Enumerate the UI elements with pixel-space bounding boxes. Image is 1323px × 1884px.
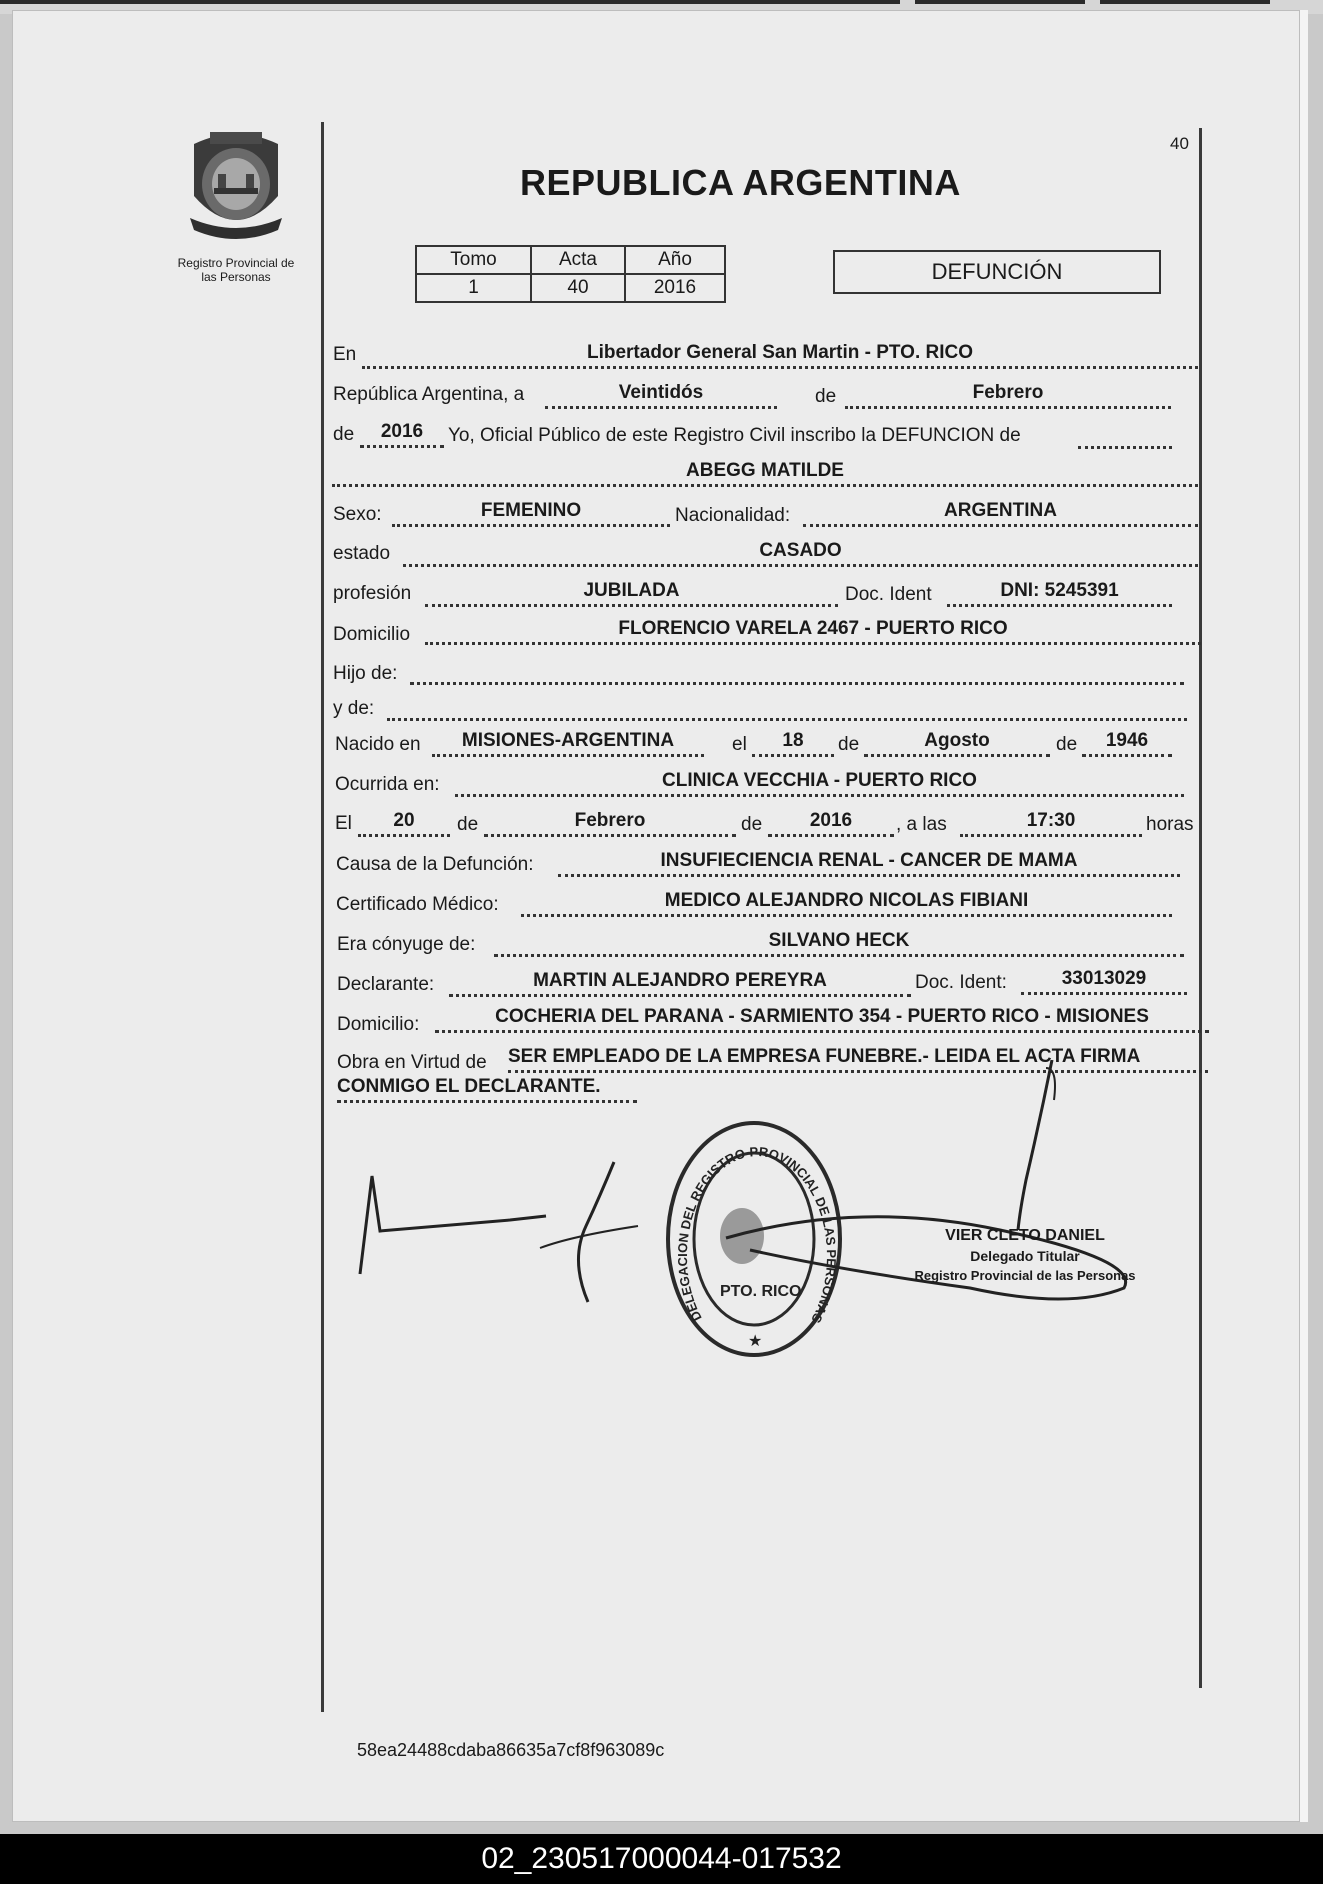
death-month-field: Febrero — [484, 810, 736, 837]
de5-label: de — [741, 814, 763, 835]
acta-value: 40 — [531, 274, 625, 302]
alas-label: , a las — [896, 814, 947, 835]
coat-of-arms-logo — [180, 126, 292, 242]
year-prefix-label: de — [333, 424, 355, 445]
domicilio2-field: COCHERIA DEL PARANA - SARMIENTO 354 - PUERTO RICO - MISIONES — [435, 1006, 1209, 1033]
domicilio-label: Domicilio — [333, 624, 411, 645]
profesion-field: JUBILADA — [425, 580, 838, 607]
certificado-label: Certificado Médico: — [336, 894, 499, 915]
svg-text:★: ★ — [748, 1333, 763, 1350]
en-field: Libertador General San Martin - PTO. RICO — [362, 342, 1198, 369]
hijo-de-label: Hijo de: — [333, 663, 398, 684]
anio-header: Año — [625, 246, 725, 274]
statement-text: Yo, Oficial Público de este Registro Civil inscribo la DEFUNCION de — [448, 425, 1021, 446]
el-label: el — [732, 734, 747, 755]
causa-field: INSUFIECIENCIA RENAL - CANCER DE MAMA — [558, 850, 1180, 877]
death-day-field: 20 — [358, 810, 450, 837]
stamp-line3: Registro Provincial de las Personas — [914, 1268, 1136, 1283]
death-year-field: 2016 — [768, 810, 894, 837]
registry-table — [415, 245, 726, 303]
birth-year-field: 1946 — [1082, 730, 1172, 757]
birth-day-field: 18 — [752, 730, 834, 757]
obra-label: Obra en Virtud de — [337, 1052, 487, 1073]
certificado-field: MEDICO ALEJANDRO NICOLAS FIBIANI — [521, 890, 1172, 917]
obra-field-line2: CONMIGO EL DECLARANTE. — [337, 1076, 637, 1103]
stamp-line1: VIER CLETO DANIEL — [945, 1227, 1105, 1244]
nacionalidad-label: Nacionalidad: — [675, 505, 791, 526]
ocurrida-label: Ocurrida en: — [335, 774, 440, 795]
deceased-name-field: ABEGG MATILDE — [332, 460, 1198, 487]
tomo-value: 1 — [416, 274, 531, 302]
right-margin-line — [1199, 128, 1202, 1688]
page-edge — [1300, 10, 1308, 1822]
de4-label: de — [457, 814, 479, 835]
y-de-label: y de: — [333, 698, 375, 719]
document-type-box: DEFUNCIÓN — [833, 250, 1161, 294]
doc-ident-label: Doc. Ident — [845, 584, 932, 605]
hijo-de-field — [410, 658, 1184, 685]
sexo-field: FEMENINO — [392, 500, 670, 527]
el2-label: El — [335, 813, 352, 834]
folio-number: 40 — [1170, 134, 1189, 153]
declarante-field: MARTIN ALEJANDRO PEREYRA — [449, 970, 911, 997]
stamp-line2: Delegado Titular — [970, 1248, 1080, 1264]
declarante-label: Declarante: — [337, 974, 435, 995]
page-title: REPUBLICA ARGENTINA — [520, 162, 961, 203]
seal-center-text: PTO. RICO — [720, 1283, 802, 1300]
conyuge-label: Era cónyuge de: — [337, 934, 476, 955]
doc2-field: 33013029 — [1021, 968, 1187, 995]
anio-value: 2016 — [625, 274, 725, 302]
doc-ident-field: DNI: 5245391 — [947, 580, 1172, 607]
image-caption: 02_230517000044-017532 — [0, 1834, 1323, 1884]
ocurrida-field: CLINICA VECCHIA - PUERTO RICO — [455, 770, 1184, 797]
left-margin-line — [321, 122, 324, 1712]
profesion-label: profesión — [333, 583, 412, 604]
causa-label: Causa de la Defunción: — [336, 854, 534, 875]
estado-field: CASADO — [403, 540, 1198, 567]
domicilio-field: FLORENCIO VARELA 2467 - PUERTO RICO — [425, 618, 1201, 645]
y-de-field — [387, 694, 1187, 721]
month-field: Febrero — [845, 382, 1171, 409]
domicilio2-label: Domicilio: — [337, 1014, 420, 1035]
nacionalidad-field: ARGENTINA — [803, 500, 1198, 527]
sexo-label: Sexo: — [333, 504, 382, 525]
obra-field-line1: SER EMPLEADO DE LA EMPRESA FUNEBRE.- LEIDA EL ACTA FIRMA — [508, 1046, 1208, 1073]
estado-label: estado — [333, 543, 391, 564]
de3-label: de — [1056, 734, 1078, 755]
death-time-field: 17:30 — [960, 810, 1142, 837]
year-field: 2016 — [360, 421, 444, 448]
conyuge-field: SILVANO HECK — [494, 930, 1184, 957]
de-label: de — [815, 386, 837, 407]
nacido-field: MISIONES-ARGENTINA — [432, 730, 704, 757]
doc2-label: Doc. Ident: — [915, 972, 1007, 993]
birth-month-field: Agosto — [864, 730, 1050, 757]
horas-label: horas — [1146, 814, 1194, 835]
en-label: En — [333, 344, 357, 365]
statement-dots — [1078, 428, 1172, 449]
document-hash: 58ea24488cdaba86635a7cf8f963089c — [357, 1740, 665, 1760]
de2-label: de — [838, 734, 860, 755]
official-name-stamp — [905, 1226, 1145, 1286]
tomo-header: Tomo — [416, 246, 531, 274]
acta-header: Acta — [531, 246, 625, 274]
seal-ring-text: DELEGACION DEL REGISTRO PROVINCIAL DE LAS PERSONAS — [674, 1143, 840, 1326]
declarant-signature — [350, 1156, 650, 1306]
nacido-label: Nacido en — [335, 734, 421, 755]
republica-label: República Argentina, a — [333, 384, 525, 405]
registro-provincial-label: Registro Provincial de las Personas — [177, 256, 295, 284]
day-field: Veintidós — [545, 382, 777, 409]
